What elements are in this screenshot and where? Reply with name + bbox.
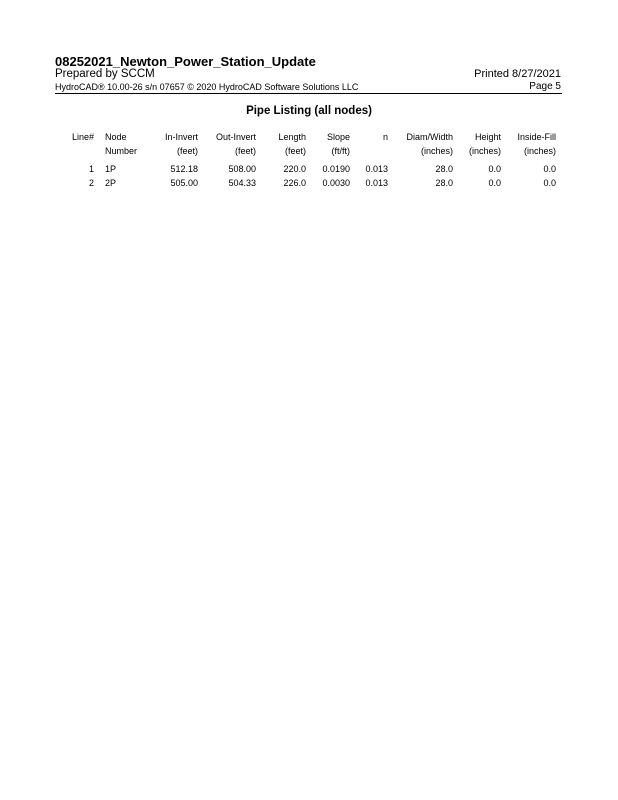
page-number: Page 5 <box>529 81 561 92</box>
table-cell-n: 0.013 <box>365 164 388 174</box>
table-cell-height: 0.0 <box>488 164 501 174</box>
column-subheader-node: Number <box>105 146 138 156</box>
table-cell-n: 0.013 <box>365 178 388 188</box>
table-cell-slope: 0.0030 <box>322 178 350 188</box>
column-header-in-invert: In-Invert <box>164 132 198 142</box>
table-cell-node: 1P <box>105 164 117 174</box>
column-header-node: Node <box>105 132 127 142</box>
table-cell-node: 2P <box>105 178 117 188</box>
table-cell-length: 226.0 <box>283 178 306 188</box>
column-subheader-inside-fill: (inches) <box>523 146 556 156</box>
column-header-height: Height <box>474 132 501 142</box>
table-cell-in-invert: 505.00 <box>170 178 198 188</box>
column-subheader-out-invert: (feet) <box>234 146 256 156</box>
column-header-line-no: Line# <box>71 132 94 142</box>
column-header-out-invert: Out-Invert <box>215 132 256 142</box>
column-header-diam-width: Diam/Width <box>406 132 453 142</box>
project-title: 08252021_Newton_Power_Station_Update <box>55 54 316 69</box>
table-cell-diam-width: 28.0 <box>435 164 453 174</box>
table-cell-diam-width: 28.0 <box>435 178 453 188</box>
table-cell-out-invert: 504.33 <box>228 178 256 188</box>
section-title: Pipe Listing (all nodes) <box>246 105 372 117</box>
prepared-by: Prepared by SCCM <box>55 68 155 80</box>
column-subheader-slope: (ft/ft) <box>331 146 350 156</box>
column-subheader-in-invert: (feet) <box>176 146 198 156</box>
column-subheader-height: (inches) <box>468 146 501 156</box>
column-header-n: n <box>382 132 388 142</box>
table-cell-in-invert: 512.18 <box>170 164 198 174</box>
table-cell-line-no: 1 <box>88 164 94 174</box>
column-header-slope: Slope <box>326 132 350 142</box>
software-info: HydroCAD® 10.00-26 s/n 07657 © 2020 HydroCAD Software Solutions LLC <box>55 82 359 92</box>
table-cell-inside-fill: 0.0 <box>543 164 556 174</box>
column-subheader-length: (feet) <box>284 146 306 156</box>
table-cell-length: 220.0 <box>283 164 306 174</box>
column-header-inside-fill: Inside-Fill <box>517 132 556 142</box>
table-cell-inside-fill: 0.0 <box>543 178 556 188</box>
table-cell-line-no: 2 <box>88 178 94 188</box>
header-divider <box>55 93 562 94</box>
table-cell-height: 0.0 <box>488 178 501 188</box>
table-cell-slope: 0.0190 <box>322 164 350 174</box>
column-header-length: Length <box>278 132 306 142</box>
table-cell-out-invert: 508.00 <box>228 164 256 174</box>
printed-date: Printed 8/27/2021 <box>474 68 561 80</box>
column-subheader-diam-width: (inches) <box>420 146 453 156</box>
